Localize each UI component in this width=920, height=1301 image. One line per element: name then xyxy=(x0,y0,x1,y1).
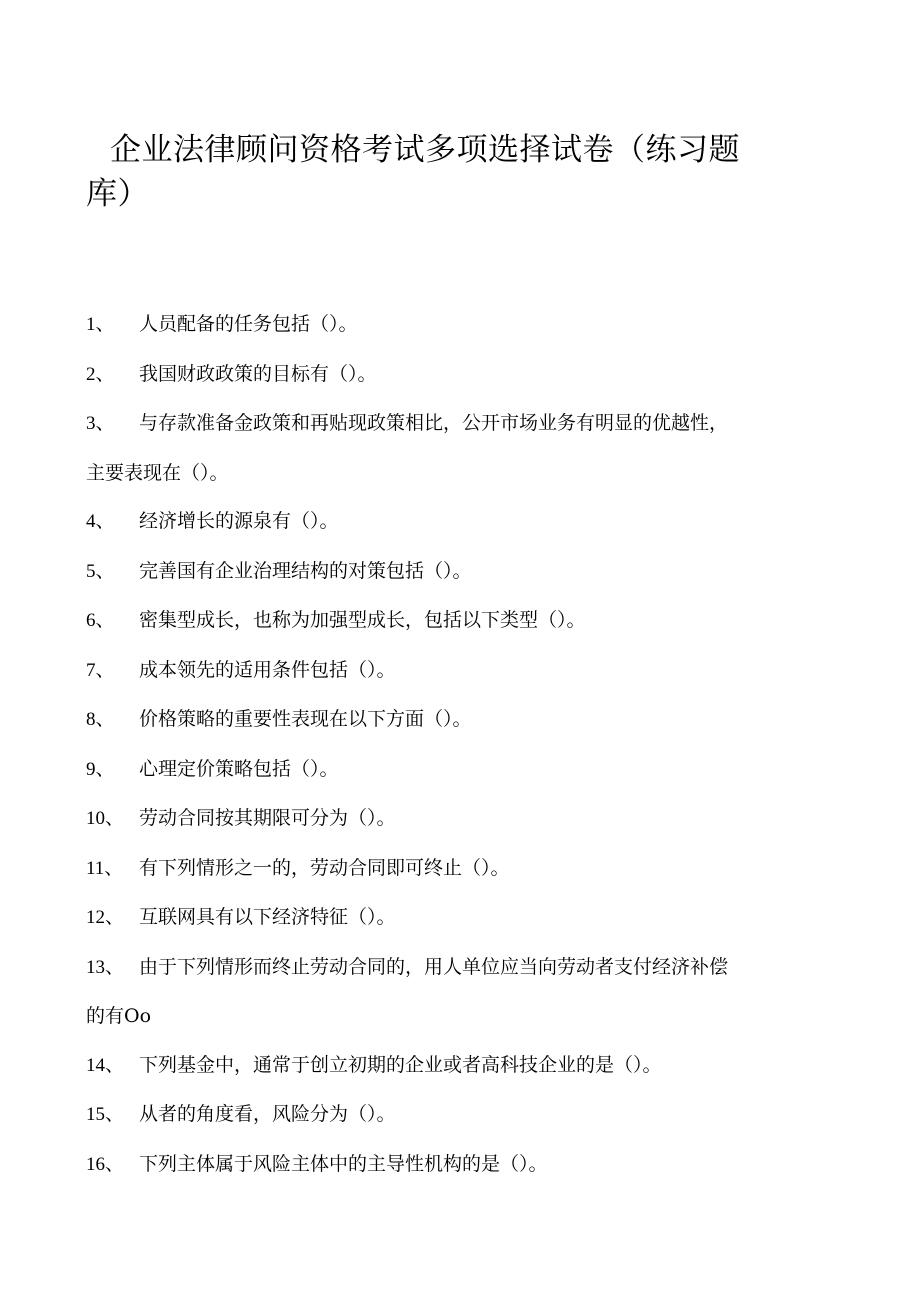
question-item xyxy=(86,1090,826,1140)
question-item xyxy=(86,1140,826,1190)
question-text: 与存款准备金政策和再贴现政策相比，公开市场业务有明显的优越性， xyxy=(139,412,729,434)
question-number: 1、 xyxy=(86,314,115,335)
document-title: 企业法律顾问资格考试多项选择试卷（练习题库） xyxy=(86,132,740,212)
question-number: 12、 xyxy=(86,907,125,928)
question-text-continuation: 主要表现在（）。 xyxy=(86,461,229,484)
question-continuation xyxy=(86,992,826,1041)
question-number: 15、 xyxy=(86,1104,125,1125)
question-text: 从者的角度看，风险分为（）。 xyxy=(139,1103,396,1125)
question-text: 成本领先的适用条件包括（）。 xyxy=(139,658,396,681)
question-number: 9、 xyxy=(86,758,115,780)
question-item xyxy=(86,596,826,646)
question-text: 价格策略的重要性表现在以下方面（）。 xyxy=(139,708,472,730)
question-number: 8、 xyxy=(86,709,115,730)
question-text: 有下列情形之一的，劳动合同即可终止（）。 xyxy=(139,856,510,879)
question-continuation xyxy=(86,449,826,498)
question-number: 14、 xyxy=(86,1054,125,1076)
question-text: 我国财政政策的目标有（）。 xyxy=(139,362,377,385)
question-item xyxy=(86,794,826,844)
question-item xyxy=(86,350,826,400)
question-item xyxy=(86,893,826,943)
question-text: 由于下列情形而终止劳动合同的，用人单位应当向劳动者支付经济补偿 xyxy=(139,955,729,978)
question-text: 心理定价策略包括（）。 xyxy=(139,757,339,780)
question-number: 10、 xyxy=(86,808,125,829)
question-text: 完善国有企业治理结构的对策包括（）。 xyxy=(139,559,472,582)
question-text-continuation: 的有Oo xyxy=(86,1005,152,1027)
question-number: 4、 xyxy=(86,511,115,532)
question-number: 13、 xyxy=(86,956,125,978)
question-text: 下列主体属于风险主体中的主导性机构的是（）。 xyxy=(139,1152,548,1175)
question-text: 经济增长的源泉有（）。 xyxy=(139,510,339,532)
question-number: 11、 xyxy=(86,857,124,879)
question-item xyxy=(86,646,826,696)
question-item xyxy=(86,399,826,449)
question-text: 下列基金中，通常于创立初期的企业或者高科技企业的是（）。 xyxy=(139,1053,662,1076)
question-item xyxy=(86,1041,826,1091)
question-text: 密集型成长，也称为加强型成长，包括以下类型（）。 xyxy=(139,609,586,631)
question-item xyxy=(86,300,826,350)
question-item xyxy=(86,844,826,894)
question-item xyxy=(86,547,826,597)
question-number: 16、 xyxy=(86,1153,125,1175)
question-number: 6、 xyxy=(86,610,115,631)
question-text: 人员配备的任务包括（）。 xyxy=(139,313,358,335)
question-item xyxy=(86,745,826,795)
question-item xyxy=(86,943,826,993)
question-text: 劳动合同按其期限可分为（）。 xyxy=(139,807,396,829)
question-number: 2、 xyxy=(86,363,115,385)
question-list xyxy=(86,300,826,1189)
question-item xyxy=(86,695,826,745)
question-number: 5、 xyxy=(86,560,115,582)
question-number: 3、 xyxy=(86,413,115,434)
question-number: 7、 xyxy=(86,659,115,681)
question-text: 互联网具有以下经济特征（）。 xyxy=(139,906,396,928)
question-item xyxy=(86,497,826,547)
